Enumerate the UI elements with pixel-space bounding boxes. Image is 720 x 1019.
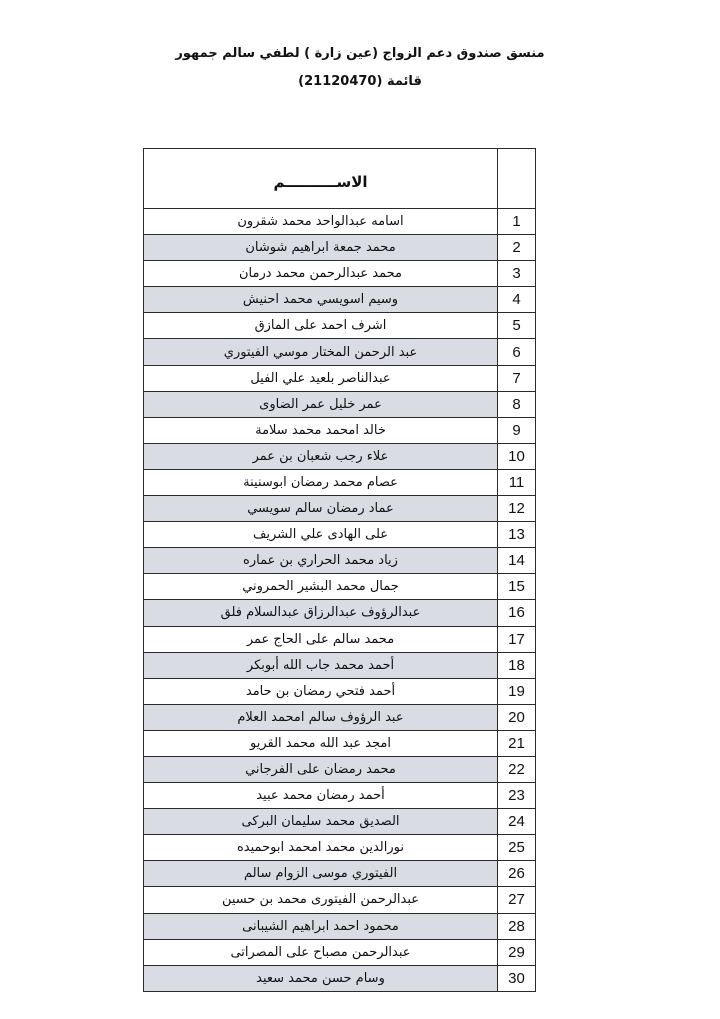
row-name: عبدالناصر بلعيد علي الفيل [144,365,498,391]
row-number: 22 [498,756,536,782]
row-name: عبدالرؤوف عبدالرزاق عبدالسلام فلق [144,600,498,626]
row-number: 3 [498,261,536,287]
row-number: 20 [498,704,536,730]
table-row [144,469,536,495]
row-number: 2 [498,235,536,261]
row-number: 10 [498,443,536,469]
row-name: على الهادى علي الشريف [144,522,498,548]
table-body [144,209,536,992]
row-name: وسام حسن محمد سعيد [144,965,498,991]
row-number: 16 [498,600,536,626]
table-row [144,809,536,835]
row-number: 30 [498,965,536,991]
table-row [144,574,536,600]
table-row [144,678,536,704]
table-row [144,235,536,261]
table-row [144,443,536,469]
row-name: أحمد فتحي رمضان بن حامد [144,678,498,704]
row-number: 12 [498,496,536,522]
table-row [144,600,536,626]
table-row [144,261,536,287]
row-name: نورالدين محمد امحمد ابوحميده [144,835,498,861]
table-row [144,652,536,678]
row-name: عبد الرؤوف سالم امحمد العلام [144,704,498,730]
row-name: عمر خليل عمر الضاوى [144,391,498,417]
table-row [144,548,536,574]
names-table [143,148,536,992]
row-number: 11 [498,469,536,495]
row-number: 6 [498,339,536,365]
row-name: عصام محمد رمضان ابوسنينة [144,469,498,495]
document-header [0,44,720,92]
row-number: 24 [498,809,536,835]
table-row [144,313,536,339]
row-number: 23 [498,783,536,809]
row-name: الصديق محمد سليمان البركى [144,809,498,835]
row-name: عبدالرحمن الفيتورى محمد بن حسين [144,887,498,913]
row-number: 8 [498,391,536,417]
table-row [144,626,536,652]
row-name: اسامه عبدالواحد محمد شقرون [144,209,498,235]
row-name: أحمد محمد جاب الله أبوبكر [144,652,498,678]
table-row [144,861,536,887]
table-row [144,913,536,939]
row-name: جمال محمد البشير الحمروني [144,574,498,600]
row-number: 17 [498,626,536,652]
row-number: 7 [498,365,536,391]
row-number: 28 [498,913,536,939]
table-row [144,783,536,809]
row-number: 19 [498,678,536,704]
row-number: 14 [498,548,536,574]
row-name: خالد امحمد محمد سلامة [144,417,498,443]
row-number: 15 [498,574,536,600]
table-row [144,939,536,965]
table-row [144,209,536,235]
row-name: محمد سالم على الحاج عمر [144,626,498,652]
table-row [144,365,536,391]
table-row [144,730,536,756]
table-row [144,756,536,782]
row-number: 4 [498,287,536,313]
row-number: 13 [498,522,536,548]
table-row [144,704,536,730]
table-row [144,417,536,443]
row-name: محمود احمد ابراهيم الشيبانى [144,913,498,939]
row-name: عبد الرحمن المختار موسي الفيتوري [144,339,498,365]
row-name: أحمد رمضان محمد عبيد [144,783,498,809]
table-row [144,496,536,522]
row-name: عماد رمضان سالم سويسي [144,496,498,522]
table-row [144,965,536,991]
name-column-header [144,149,498,209]
row-name: علاء رجب شعبان بن عمر [144,443,498,469]
table-row [144,339,536,365]
row-name: امجد عبد الله محمد القريو [144,730,498,756]
row-name: اشرف احمد على المازق [144,313,498,339]
row-number: 5 [498,313,536,339]
name-column-header-label: الاســــــــــم [273,172,368,191]
row-number: 1 [498,209,536,235]
row-name: محمد رمضان على الفرجاني [144,756,498,782]
table-row [144,835,536,861]
list-number: قائمة (21120470) [298,74,422,89]
row-number: 26 [498,861,536,887]
table-header-row [144,149,536,209]
row-number: 9 [498,417,536,443]
row-name: محمد جمعة ابراهيم شوشان [144,235,498,261]
row-name: وسيم اسويسي محمد احنيش [144,287,498,313]
row-name: زياد محمد الحراري بن عماره [144,548,498,574]
row-number: 25 [498,835,536,861]
table-row [144,887,536,913]
row-name: عبدالرحمن مصباح على المصراتى [144,939,498,965]
row-number: 29 [498,939,536,965]
number-column-header [498,149,536,209]
row-number: 27 [498,887,536,913]
row-name: محمد عبدالرحمن محمد درمان [144,261,498,287]
document-title: منسق صندوق دعم الزواج (عين زارة ) لطفي سالم جمهور [175,46,545,61]
row-number: 21 [498,730,536,756]
table-row [144,287,536,313]
row-number: 18 [498,652,536,678]
table-row [144,522,536,548]
row-name: الفيتوري موسى الزوام سالم [144,861,498,887]
table-row [144,391,536,417]
